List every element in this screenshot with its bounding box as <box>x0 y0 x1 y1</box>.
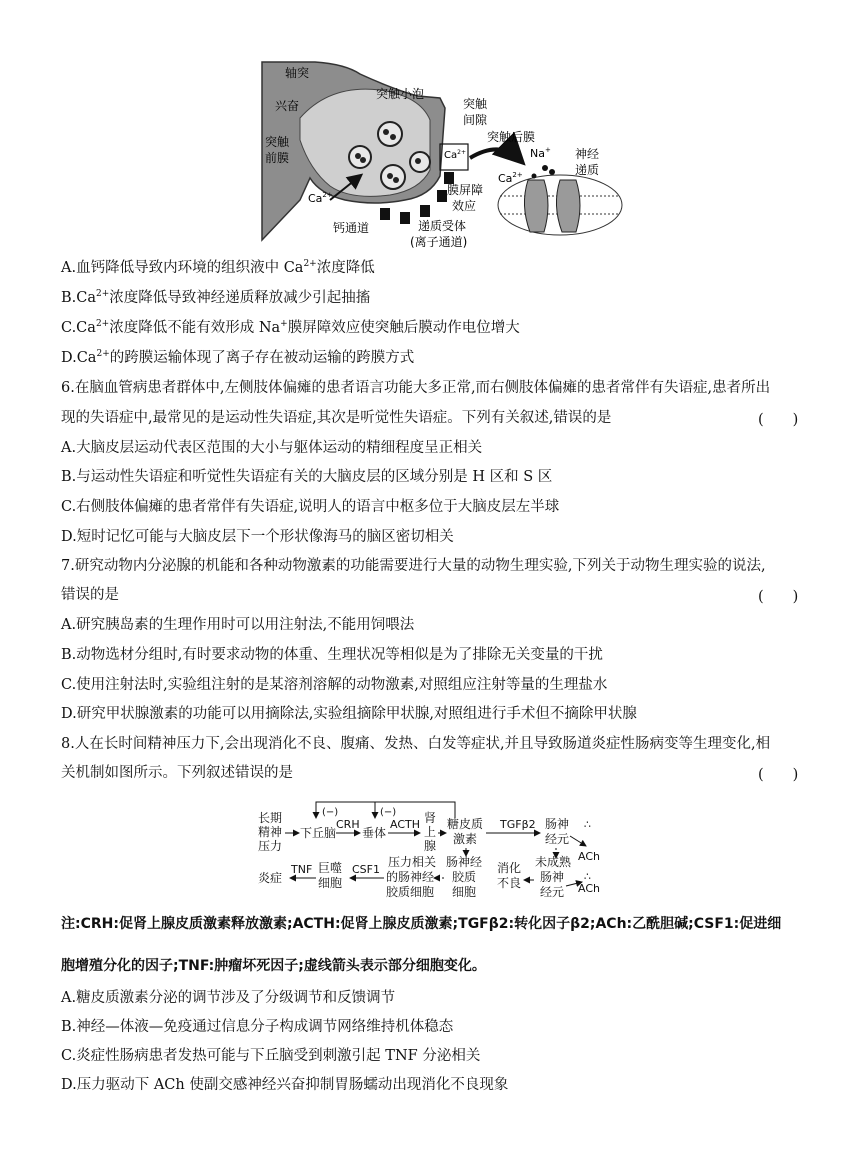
q8-option-d: D.压力驱动下 ACh 使副交感神经兴奋抑制胃肠蠕动出现消化不良现象 <box>61 1077 509 1093</box>
q6-option-b: B.与运动性失语症和听觉性失语症有关的大脑皮层的区域分别是 H 区和 S 区 <box>61 469 553 485</box>
q7-stem-2: 错误的是 <box>61 587 119 603</box>
stress-text-2: 精神 <box>258 825 283 839</box>
q6-option-d: D.短时记忆可能与大脑皮层下一个形状像海马的脑区密切相关 <box>61 529 454 545</box>
stress-text-3: 压力 <box>258 839 283 853</box>
ach-dots-top: ∴ <box>584 818 591 831</box>
q7-option-d: D.研究甲状腺激素的功能可以用摘除法,实验组摘除甲状腺,对照组进行手术但不摘除甲状腺 <box>61 706 637 722</box>
na-label: Na+ <box>530 146 551 160</box>
immature-text-3: 经元 <box>540 885 565 899</box>
note-line-2: 胞增殖分化的因子;TNF:肿瘤坏死因子;虚线箭头表示部分细胞变化。 <box>61 958 486 974</box>
receptor-label-2: (离子通道) <box>410 235 468 249</box>
glucocorticoid-text-1: 糖皮质 <box>447 817 484 831</box>
stress-glia-text-2: 的肠神经 <box>386 870 435 884</box>
q7-stem-1: 7.研究动物内分泌腺的机能和各种动物激素的功能需要进行大量的动物生理实验,下列关于动物生理实验的说法, <box>61 558 766 574</box>
pituitary: 垂体 <box>362 826 387 840</box>
pre-label-1: 突触 <box>265 135 290 149</box>
adrenal-text-3: 腺 <box>424 839 437 853</box>
nt-label-1: 神经 <box>575 147 600 161</box>
stress-glia-text-1: 压力相关 <box>388 855 437 869</box>
ca-box-label: $Ca^{2+}$ <box>444 149 466 161</box>
q7-option-a: A.研究胰岛素的生理作用时可以用注射法,不能用饲喂法 <box>61 617 415 633</box>
receptor-label-1: 递质受体 <box>418 219 467 233</box>
crh-label: CRH <box>336 818 360 831</box>
feedback-neg-1: (−) <box>322 807 339 818</box>
stress-text-1: 长期 <box>258 811 283 825</box>
q8-option-c: C.炎症性肠病患者发热可能与下丘脑受到刺激引起 TNF 分泌相关 <box>61 1048 481 1064</box>
q7-option-c: C.使用注射法时,实验组注射的是某溶剂溶解的动物激素,对照组应注射等量的生理盐水 <box>61 677 608 693</box>
cleft-label-2: 间隙 <box>463 113 488 127</box>
feedback-neg-2: (−) <box>380 807 397 818</box>
barrier-label-1: 膜屏障 <box>447 183 484 197</box>
indigestion-text-1: 消化 <box>497 861 522 875</box>
nt-label-2: 递质 <box>575 163 600 177</box>
ach-bottom-label: ACh <box>578 882 600 895</box>
inflammation: 炎症 <box>258 871 283 885</box>
axon-label: 轴突 <box>285 66 310 80</box>
synapse-figure <box>0 0 860 260</box>
glia-text-3: 细胞 <box>452 885 477 899</box>
acth-label: ACTH <box>390 818 421 831</box>
excite-label: 兴奋 <box>275 99 300 113</box>
q5-option-d: $D.Ca^{2+}$的跨膜运输体现了离子存在被动运输的跨膜方式 <box>61 349 415 366</box>
channel-label: 钙通道 <box>333 221 370 235</box>
stress-glia-text-3: 胶质细胞 <box>386 885 435 899</box>
q8-answer-paren: ( ) <box>758 767 799 783</box>
q8-option-a: A.糖皮质激素分泌的调节涉及了分级调节和反馈调节 <box>61 990 396 1006</box>
q5-option-b: $B.Ca^{2+}$浓度降低导致神经递质释放减少引起抽搐 <box>61 289 371 306</box>
glia-text-1: 肠神经 <box>446 855 483 869</box>
ach-top-label: ACh <box>578 850 600 863</box>
q6-option-c: C.右侧肢体偏瘫的患者常伴有失语症,说明人的语言中枢多位于大脑皮层左半球 <box>61 499 560 515</box>
glucocorticoid-text-2: 激素 <box>453 832 478 846</box>
macrophage-text-1: 巨噬 <box>318 861 343 875</box>
q8-stem-2: 关机制如图所示。下列叙述错误的是 <box>61 765 293 781</box>
ca-right-label: $Ca^{2+}$ <box>498 171 523 185</box>
cleft-label-1: 突触 <box>463 97 488 111</box>
post-label: 突触后膜 <box>487 130 536 144</box>
tgf-label: TGFβ2 <box>500 818 536 831</box>
vesicle-label: 突触小泡 <box>376 87 425 101</box>
adrenal-text-1: 肾 <box>424 811 437 825</box>
macrophage-text-2: 细胞 <box>318 876 343 890</box>
hypothalamus: 下丘脑 <box>300 826 337 840</box>
q6-answer-paren: ( ) <box>758 412 799 428</box>
tnf-label: TNF <box>291 863 313 876</box>
q8-stem-1: 8.人在长时间精神压力下,会出现消化不良、腹痛、发热、白发等症状,并且导致肠道炎症性肠病变等生理变化,相 <box>61 736 771 752</box>
q6-stem-1: 6.在脑血管病患者群体中,左侧肢体偏瘫的患者语言功能大多正常,而右侧肢体偏瘫的患者常伴有失语症,患者所出 <box>61 380 771 396</box>
indigestion-text-2: 不良 <box>497 876 522 890</box>
barrier-label-2: 效应 <box>452 199 477 213</box>
q8-option-b: B.神经—体液—免疫通过信息分子构成调节网络维持机体稳态 <box>61 1019 454 1035</box>
q5-option-c: $C.Ca^{2+}$浓度降低不能有效形成 Na+膜屏障效应使突触后膜动作电位增大 <box>61 319 520 336</box>
q7-option-b: B.动物选材分组时,有时要求动物的体重、生理状况等相似是为了排除无关变量的干扰 <box>61 647 603 663</box>
q6-option-a: A.大脑皮层运动代表区范围的大小与躯体运动的精细程度呈正相关 <box>61 440 483 456</box>
q6-stem-2: 现的失语症中,最常见的是运动性失语症,其次是听觉性失语症。下列有关叙述,错误的是 <box>61 410 612 426</box>
immature-text-1: 未成熟 <box>535 855 572 869</box>
glia-text-2: 胶质 <box>452 870 477 884</box>
neuron-text-1: 肠神 <box>545 817 570 831</box>
pre-label-2: 前膜 <box>265 151 290 165</box>
immature-text-2: 肠神 <box>540 870 565 884</box>
q5-option-a: A.血钙降低导致内环境的组织液中 $Ca^{2+}$浓度降低 <box>61 259 375 276</box>
neuron-text-2: 经元 <box>545 832 570 846</box>
ca-left-label: $Ca^{2+}$ <box>308 191 333 205</box>
ach-dots-bottom: ∴ <box>584 870 591 883</box>
q7-answer-paren: ( ) <box>758 589 799 605</box>
csf1-label: CSF1 <box>352 863 380 876</box>
stress-mechanism-diagram <box>0 788 860 908</box>
adrenal-text-2: 上 <box>424 825 437 839</box>
note-line-1: 注:CRH:促肾上腺皮质激素释放激素;ACTH:促肾上腺皮质激素;TGFβ2:转化因子β2;ACh:乙酰胆碱;CSF1:促进细 <box>61 916 782 932</box>
